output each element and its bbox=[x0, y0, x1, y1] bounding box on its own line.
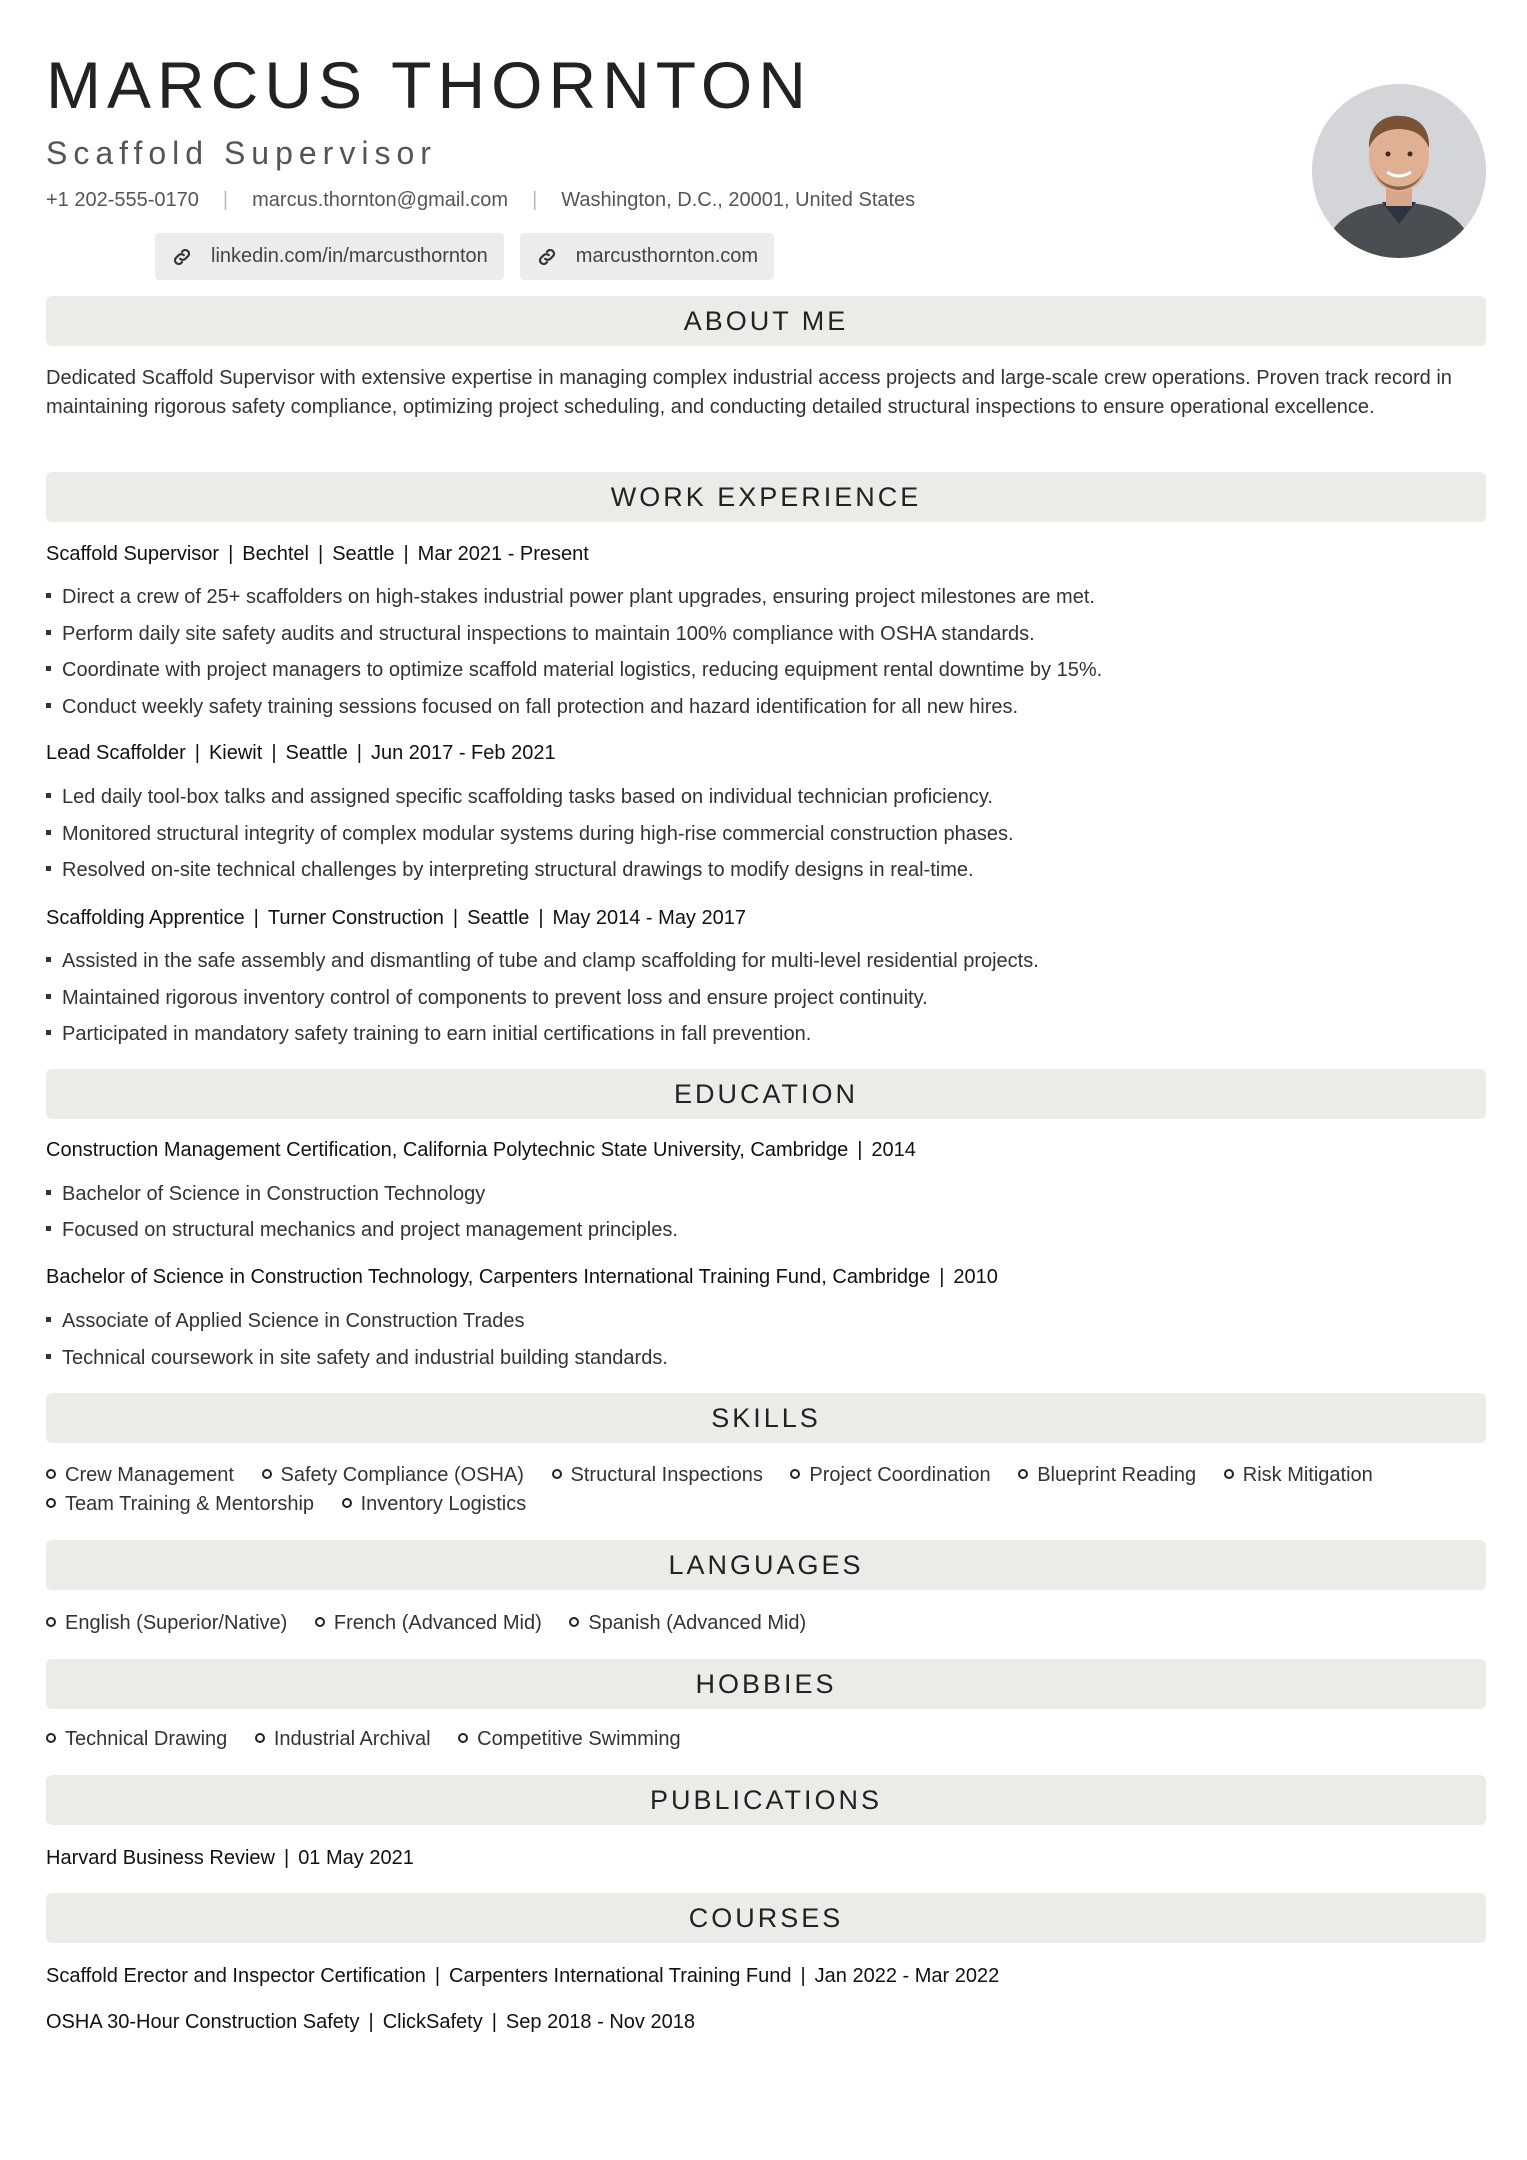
section-header-about: ABOUT ME bbox=[46, 296, 1486, 346]
work-entry-header: Scaffold Supervisor | Bechtel | Seattle | Mar 2021 - Present bbox=[46, 543, 589, 565]
skills-list bbox=[46, 1461, 1486, 1519]
candidate-name: MARCUS THORNTON bbox=[46, 48, 812, 122]
work-entry-header: Scaffolding Apprentice | Turner Construction | Seattle | May 2014 - May 2017 bbox=[46, 907, 746, 929]
work-bullet: Conduct weekly safety training sessions focused on fall protection and hazard identification for all new hires. bbox=[46, 696, 1018, 719]
work-bullet: Perform daily site safety audits and structural inspections to maintain 100% compliance with OSHA standards. bbox=[46, 623, 1035, 646]
profile-links bbox=[155, 233, 774, 280]
profile-photo bbox=[1312, 84, 1486, 258]
education-bullet: Bachelor of Science in Construction Technology bbox=[46, 1183, 485, 1206]
skill-tag: Structural Inspections bbox=[552, 1461, 763, 1490]
about-text: Dedicated Scaffold Supervisor with extensive expertise in managing complex industrial access projects and large-scale crew operations. Proven track record in maintaining rigorous safety compliance, optimizing project scheduling, and conducting detailed structural inspections to ensure operational excellence. bbox=[46, 367, 1452, 418]
contact-separator: | bbox=[532, 189, 538, 211]
work-bullet: Maintained rigorous inventory control of components to prevent loss and ensure project continuity. bbox=[46, 987, 928, 1010]
section-header-publications: PUBLICATIONS bbox=[46, 1775, 1486, 1825]
section-header-work: WORK EXPERIENCE bbox=[46, 472, 1486, 522]
candidate-title: Scaffold Supervisor bbox=[46, 135, 437, 171]
work-entry-header: Lead Scaffolder | Kiewit | Seattle | Jun 2017 - Feb 2021 bbox=[46, 742, 556, 764]
work-bullet: Participated in mandatory safety training to earn initial certifications in fall prevention. bbox=[46, 1023, 811, 1046]
section-header-skills: SKILLS bbox=[46, 1393, 1486, 1443]
work-bullet: Resolved on-site technical challenges by interpreting structural drawings to modify designs in real-time. bbox=[46, 859, 974, 882]
hobby-tag: Competitive Swimming bbox=[458, 1725, 680, 1754]
language-tag: English (Superior/Native) bbox=[46, 1609, 287, 1638]
language-tag: Spanish (Advanced Mid) bbox=[569, 1609, 806, 1638]
course-entry: Scaffold Erector and Inspector Certification | Carpenters International Training Fund | Jan 2022 - Mar 2022 bbox=[46, 1965, 1000, 1987]
skill-tag: Inventory Logistics bbox=[342, 1490, 527, 1519]
link-icon bbox=[536, 246, 558, 268]
language-tag: French (Advanced Mid) bbox=[315, 1609, 542, 1638]
education-entry-header: Bachelor of Science in Construction Technology, Carpenters International Training Fund, Cambridge | 2010 bbox=[46, 1266, 998, 1288]
work-bullet: Coordinate with project managers to optimize scaffold material logistics, reducing equipment rental downtime by 15%. bbox=[46, 659, 1102, 682]
section-header-courses: COURSES bbox=[46, 1893, 1486, 1943]
skill-tag: Blueprint Reading bbox=[1018, 1461, 1196, 1490]
contact-separator: | bbox=[222, 189, 229, 211]
skill-tag: Crew Management bbox=[46, 1461, 234, 1490]
languages-list bbox=[46, 1609, 1486, 1638]
phone[interactable]: +1 202-555-0170 bbox=[46, 189, 199, 211]
education-bullet: Associate of Applied Science in Construction Trades bbox=[46, 1310, 524, 1333]
hobby-tag: Technical Drawing bbox=[46, 1725, 227, 1754]
work-bullet: Assisted in the safe assembly and dismantling of tube and clamp scaffolding for multi-level residential projects. bbox=[46, 950, 1039, 973]
hobbies-list bbox=[46, 1725, 1486, 1754]
course-entry: OSHA 30-Hour Construction Safety | ClickSafety | Sep 2018 - Nov 2018 bbox=[46, 2011, 695, 2033]
publication-entry: Harvard Business Review | 01 May 2021 bbox=[46, 1847, 414, 1869]
work-bullet: Direct a crew of 25+ scaffolders on high-stakes industrial power plant upgrades, ensuring project milestones are met. bbox=[46, 586, 1095, 609]
link-icon bbox=[171, 246, 193, 268]
location: Washington, D.C., 20001, United States bbox=[561, 189, 916, 211]
skill-tag: Team Training & Mentorship bbox=[46, 1490, 314, 1519]
education-entry-header: Construction Management Certification, California Polytechnic State University, Cambridge | 2014 bbox=[46, 1139, 916, 1161]
education-bullet: Focused on structural mechanics and project management principles. bbox=[46, 1219, 678, 1242]
website-link[interactable] bbox=[520, 233, 774, 280]
work-bullet: Led daily tool-box talks and assigned specific scaffolding tasks based on individual technician proficiency. bbox=[46, 786, 993, 809]
linkedin-link-text: linkedin.com/in/marcusthornton bbox=[211, 245, 488, 267]
linkedin-link[interactable] bbox=[155, 233, 504, 280]
section-header-education: EDUCATION bbox=[46, 1069, 1486, 1119]
section-header-hobbies: HOBBIES bbox=[46, 1659, 1486, 1709]
education-bullet: Technical coursework in site safety and industrial building standards. bbox=[46, 1347, 668, 1370]
hobby-tag: Industrial Archival bbox=[255, 1725, 431, 1754]
skill-tag: Risk Mitigation bbox=[1224, 1461, 1373, 1490]
skill-tag: Safety Compliance (OSHA) bbox=[262, 1461, 524, 1490]
work-bullet: Monitored structural integrity of complex modular systems during high-rise commercial construction phases. bbox=[46, 823, 1014, 846]
contact-line bbox=[46, 189, 915, 212]
skill-tag: Project Coordination bbox=[790, 1461, 990, 1490]
email[interactable]: marcus.thornton@gmail.com bbox=[252, 189, 509, 211]
section-header-languages: LANGUAGES bbox=[46, 1540, 1486, 1590]
website-link-text: marcusthornton.com bbox=[575, 245, 759, 267]
